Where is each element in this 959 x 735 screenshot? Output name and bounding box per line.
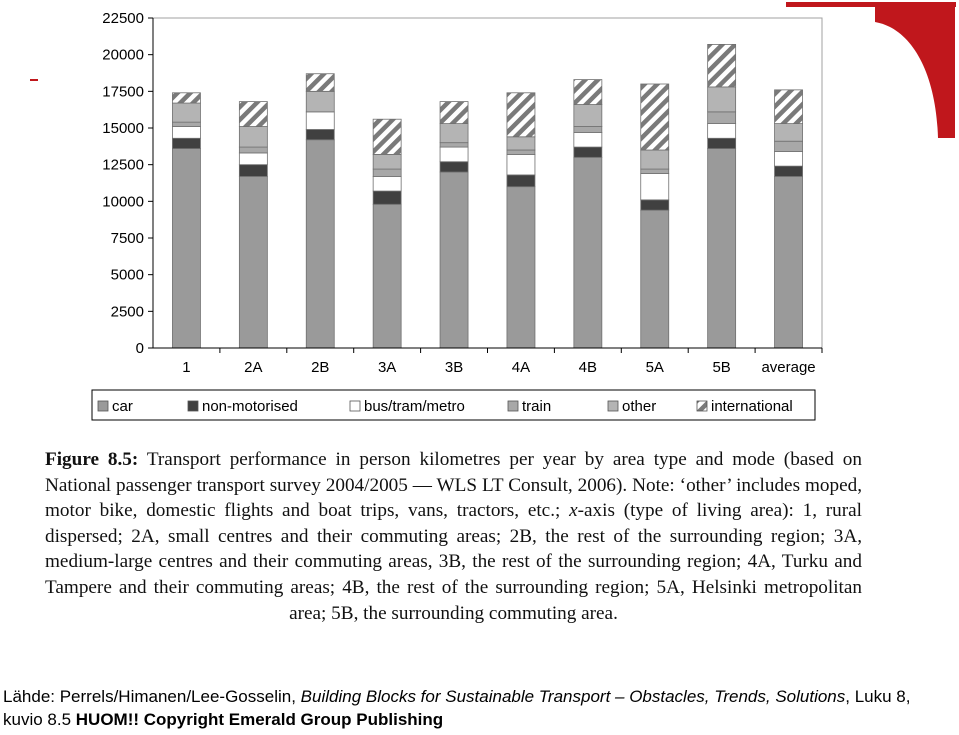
y-tick-label: 2500: [110, 303, 144, 321]
bar-segment-bus-tram-metro: [574, 132, 602, 147]
caption-x-axis-term: x: [569, 500, 578, 522]
y-tick-label: 10000: [102, 193, 144, 211]
bar-segment-international: [440, 102, 468, 124]
bar-segment-bus-tram-metro: [507, 154, 535, 175]
legend-label: non-motorised: [202, 398, 298, 415]
legend-swatch: [508, 401, 518, 411]
bar-segment-other: [641, 150, 669, 169]
bar-segment-car: [641, 210, 669, 348]
source-chapter: , Luku 8, kuvio 8.5: [3, 687, 911, 729]
bar-segment-other: [172, 103, 200, 122]
bar-segment-other: [306, 91, 334, 112]
bar-segment-train: [641, 169, 669, 173]
x-tick-label: 2B: [311, 359, 330, 376]
legend-swatch: [350, 401, 360, 411]
bar-segment-non-motorised: [373, 191, 401, 204]
caption-text-after: -axis (type of living area): 1, rural dispersed; 2A, small centres and their commuting areas; 2B, the rest of the surrounding region; 3A, medium-large centres and their commuting areas, 3B, the rest of the surrounding region; 4A, Turku and Tampere and their commuting areas; 4B, the rest of the surrounding region; 5A, Helsinki metropolitan area; 5B, the surrounding commuting area.: [45, 500, 863, 624]
legend-label: other: [622, 398, 657, 415]
legend-swatch: [608, 401, 618, 411]
y-tick-label: 22500: [102, 10, 144, 27]
y-tick-label: 7500: [110, 230, 144, 247]
source-book-title: Building Blocks for Sustainable Transport – Obstacles, Trends, Solutions: [300, 687, 846, 706]
bar-segment-bus-tram-metro: [440, 147, 468, 162]
y-tick-label: 17500: [102, 83, 144, 101]
legend: [92, 390, 815, 420]
bar-segment-non-motorised: [775, 166, 803, 176]
figure-caption: [45, 447, 862, 626]
source-citation: [3, 685, 953, 731]
x-tick-label: 5B: [712, 359, 731, 376]
bar-segment-international: [507, 93, 535, 137]
legend-label: international: [711, 398, 793, 415]
bar-segment-car: [172, 149, 200, 348]
bar-segment-international: [641, 84, 669, 150]
bar-segment-bus-tram-metro: [373, 176, 401, 191]
bar-segment-international: [574, 80, 602, 105]
legend-label: car: [112, 398, 133, 415]
bar-segment-car: [373, 204, 401, 348]
x-tick-label: 3B: [444, 359, 464, 376]
bar-segment-bus-tram-metro: [641, 173, 669, 199]
bar-segment-bus-tram-metro: [775, 151, 803, 166]
bar-segment-train: [708, 112, 736, 124]
bar-segment-other: [440, 124, 468, 143]
bars-group: [172, 44, 802, 348]
bar-segment-non-motorised: [708, 138, 736, 148]
legend-label: bus/tram/metro: [364, 398, 465, 415]
bar-segment-other: [775, 124, 803, 142]
bar-segment-other: [708, 87, 736, 112]
bar-segment-non-motorised: [440, 162, 468, 172]
bar-segment-international: [775, 90, 803, 124]
legend-swatch: [98, 401, 108, 411]
x-tick-label: 3A: [377, 359, 397, 376]
bar-segment-other: [239, 127, 267, 148]
y-tick-label: 0: [135, 340, 144, 357]
bar-segment-bus-tram-metro: [172, 127, 200, 139]
bar-segment-other: [507, 137, 535, 150]
x-ticks-group: [182, 348, 822, 376]
bar-segment-non-motorised: [574, 147, 602, 157]
bar-segment-train: [239, 147, 267, 153]
bar-segment-train: [440, 143, 468, 147]
slide-top-bar: [786, 2, 956, 7]
bar-segment-car: [574, 157, 602, 348]
bar-segment-non-motorised: [172, 138, 200, 148]
x-tick-label: 4B: [578, 359, 598, 376]
bar-segment-train: [775, 141, 803, 151]
bar-segment-car: [306, 140, 334, 348]
slide-corner-decoration: [875, 7, 955, 138]
bar-segment-train: [507, 150, 535, 154]
x-tick-label: 1: [182, 359, 191, 376]
bar-segment-bus-tram-metro: [239, 153, 267, 165]
bar-segment-car: [775, 176, 803, 348]
y-tick-label: 20000: [102, 46, 144, 64]
legend-swatch: [188, 401, 198, 411]
bar-segment-car: [440, 172, 468, 348]
y-ticks-group: [102, 10, 153, 357]
bar-segment-train: [373, 169, 401, 176]
bar-segment-train: [574, 127, 602, 133]
y-tick-label: 12500: [102, 156, 144, 174]
bar-segment-non-motorised: [239, 165, 267, 177]
caption-text: Transport performance in person kilometres per year by area type and mode (based on National passenger transport survey 2004/2005 — WLS LT Consult, 2006). Note: ‘other’ includes moped, motor bike, domestic flights and boat trips, vans, tractors, etc.;: [45, 449, 862, 522]
bar-segment-international: [239, 102, 267, 127]
caption-label: Figure 8.5:: [45, 449, 139, 470]
bar-segment-other: [574, 105, 602, 127]
bar-segment-bus-tram-metro: [708, 124, 736, 139]
bar-segment-non-motorised: [641, 200, 669, 210]
x-tick-label: 2A: [244, 359, 263, 376]
bar-segment-car: [708, 149, 736, 348]
bar-segment-non-motorised: [507, 175, 535, 187]
bar-segment-train: [172, 122, 200, 126]
y-tick-label: 15000: [102, 120, 144, 137]
legend-label: train: [522, 398, 552, 415]
bar-segment-international: [373, 119, 401, 154]
bar-segment-bus-tram-metro: [306, 112, 334, 130]
x-tick-label: average: [761, 359, 816, 376]
y-tick-label: 5000: [110, 266, 144, 284]
bar-segment-international: [708, 44, 736, 87]
x-tick-label: 4A: [511, 359, 531, 376]
bar-segment-international: [172, 93, 200, 103]
bar-segment-car: [507, 187, 535, 348]
x-tick-label: 5A: [645, 359, 664, 376]
bar-segment-other: [373, 154, 401, 169]
legend-swatch: [697, 401, 707, 411]
bar-segment-non-motorised: [306, 129, 334, 139]
source-prefix: Lähde: Perrels/Himanen/Lee-Gosselin,: [3, 687, 301, 706]
bar-segment-international: [306, 74, 334, 92]
copyright-notice: HUOM!! Copyright Emerald Group Publishing: [75, 710, 444, 729]
bar-segment-car: [239, 176, 267, 348]
slide-left-dash: [30, 79, 38, 81]
